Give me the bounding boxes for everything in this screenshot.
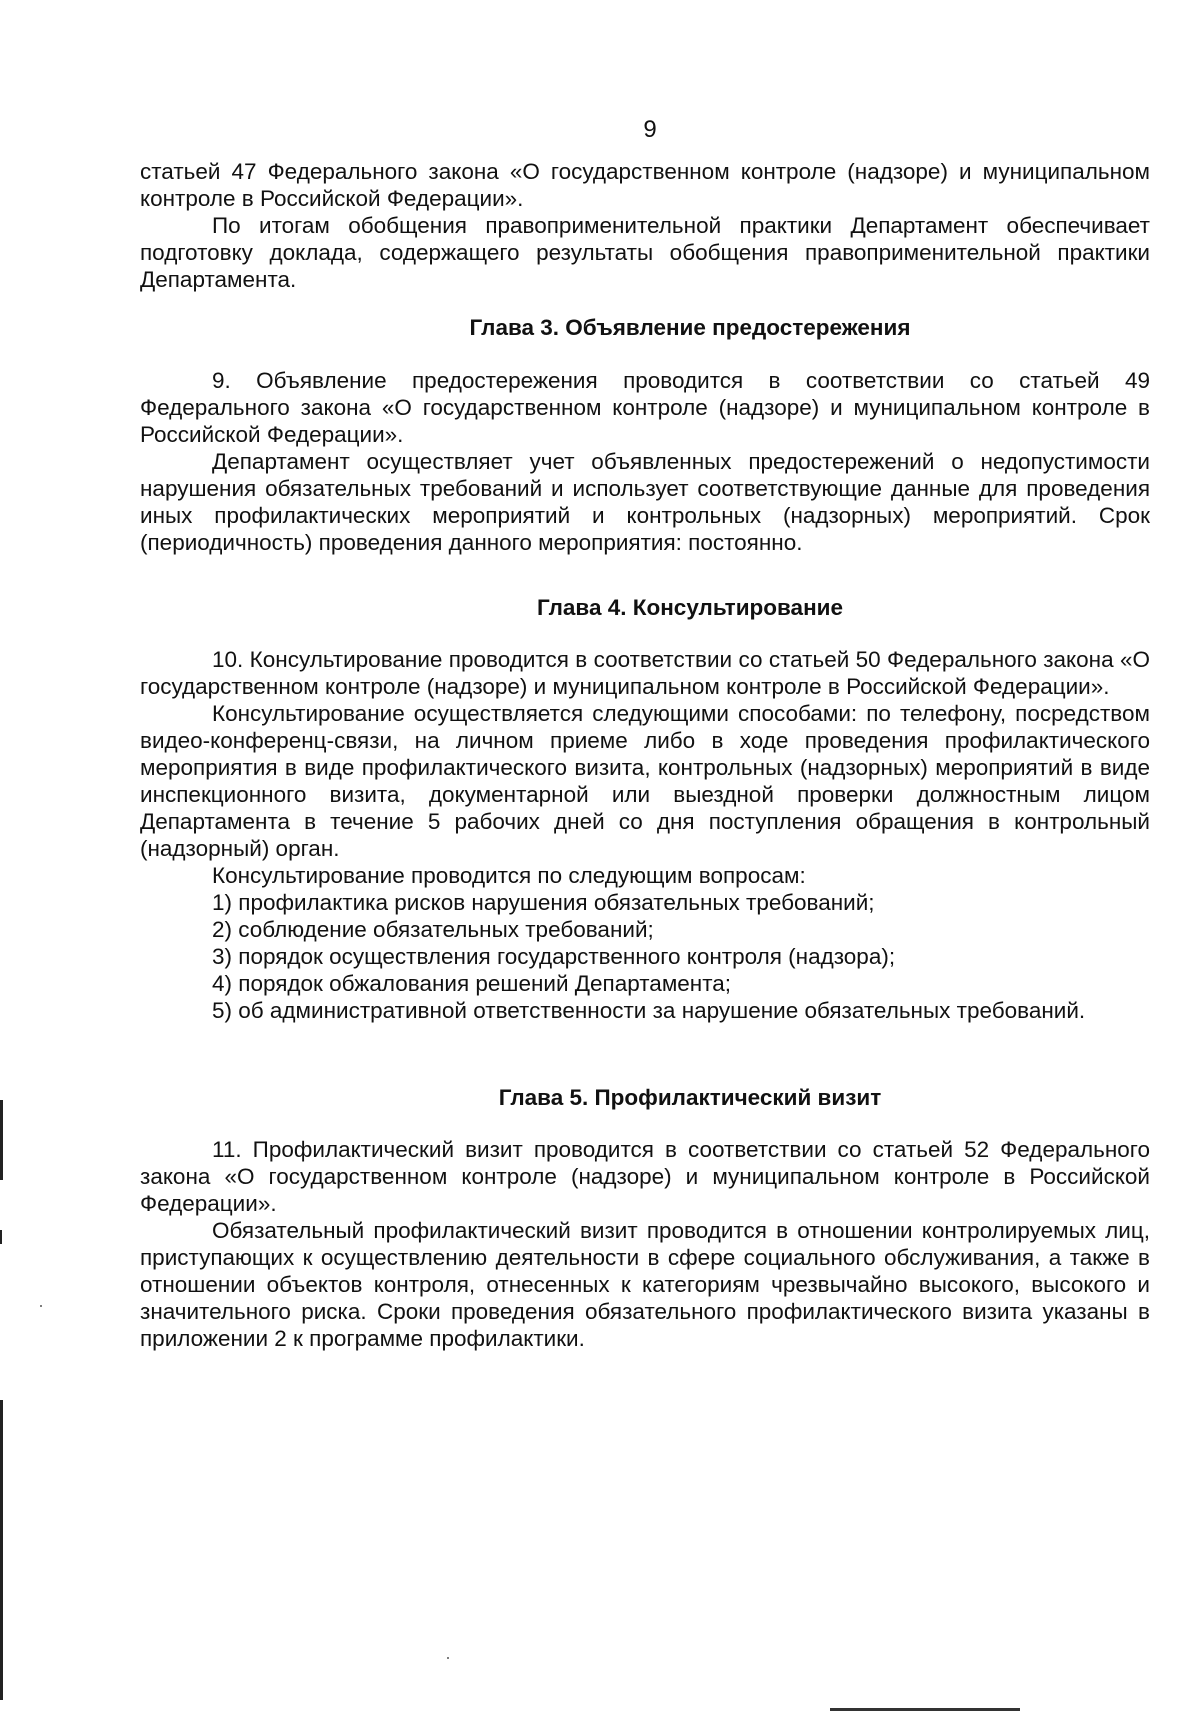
paragraph: Департамент осуществляет учет объявленных предостережений о недопустимости нарушения обязательных требований и использует соответствующие данные для проведения иных профилактических мероприятий и контрольных (надзорных) мероприятий. Срок (периодичность) проведения данного мероприятия: постоянно.: [140, 449, 1150, 555]
chapter-4: [140, 594, 1150, 621]
chapter-5: [140, 1084, 1150, 1111]
chapter-5-body: [140, 1136, 1150, 1352]
chapter-title: Глава 4. Консультирование: [536, 595, 844, 620]
list-item: 3) порядок осуществления государственного контроля (надзора);: [212, 944, 896, 969]
list-item: 1) профилактика рисков нарушения обязательных требований;: [212, 890, 875, 915]
chapter-3: [140, 314, 1150, 341]
page-number: 9: [643, 116, 657, 143]
paragraph: Консультирование осуществляется следующими способами: по телефону, посредством видео-конференц-связи, на личном приеме либо в ходе проведения профилактического мероприятия в виде профилактического визита, контрольных (надзорных) мероприятий в виде инспекционного визита, документарной или выездной проверки должностным лицом Департамента в течение 5 рабочих дней со дня поступления обращения в контрольный (надзорный) орган.: [140, 701, 1150, 861]
paragraph: Консультирование проводится по следующим вопросам:: [212, 863, 806, 888]
list-item: 2) соблюдение обязательных требований;: [212, 917, 654, 942]
paragraph: Обязательный профилактический визит проводится в отношении контролируемых лиц, приступающих к осуществлению деятельности в сфере социального обслуживания, а также в отношении объектов контроля, отнесенных к категориям чрезвычайно высокого, высокого и значительного риска. Сроки проведения обязательного профилактического визита указаны в приложении 2 к программе профилактики.: [140, 1218, 1150, 1351]
paragraph: По итогам обобщения правоприменительной практики Департамент обеспечивает подготовку доклада, содержащего результаты обобщения правоприменительной практики Департамента.: [140, 213, 1150, 292]
scan-speck: [447, 1657, 449, 1659]
paragraph: 11. Профилактический визит проводится в соответствии со статьей 52 Федерального закона «О государственном контроле (надзоре) и муниципальном контроле в Российской Федерации».: [140, 1137, 1150, 1216]
chapter-title: Глава 5. Профилактический визит: [498, 1085, 882, 1110]
scan-edge-mark: [0, 1230, 2, 1244]
list-item: 4) порядок обжалования решений Департамента;: [212, 971, 732, 996]
chapter-title: Глава 3. Объявление предостережения: [469, 315, 911, 340]
list-item: 5) об административной ответственности за нарушение обязательных требований.: [212, 998, 1086, 1023]
scan-bottom-line: [830, 1708, 1020, 1711]
paragraph: 10. Консультирование проводится в соответствии со статьей 50 Федерального закона «О государственном контроле (надзоре) и муниципальном контроле в Российской Федерации».: [140, 647, 1150, 699]
chapter-4-body: [140, 646, 1150, 1024]
paragraph: 9. Объявление предостережения проводится в соответствии со статьей 49 Федерального закона «О государственном контроле (надзоре) и муниципальном контроле в Российской Федерации».: [140, 368, 1150, 447]
scan-edge-mark: [0, 1400, 3, 1700]
section-intro: [140, 158, 1150, 293]
scan-edge-mark: [0, 1100, 3, 1180]
scan-speck: [40, 1305, 42, 1307]
chapter-3-body: [140, 367, 1150, 556]
paragraph: статьей 47 Федерального закона «О государственном контроле (надзоре) и муниципальном контроле в Российской Федерации».: [140, 159, 1150, 211]
